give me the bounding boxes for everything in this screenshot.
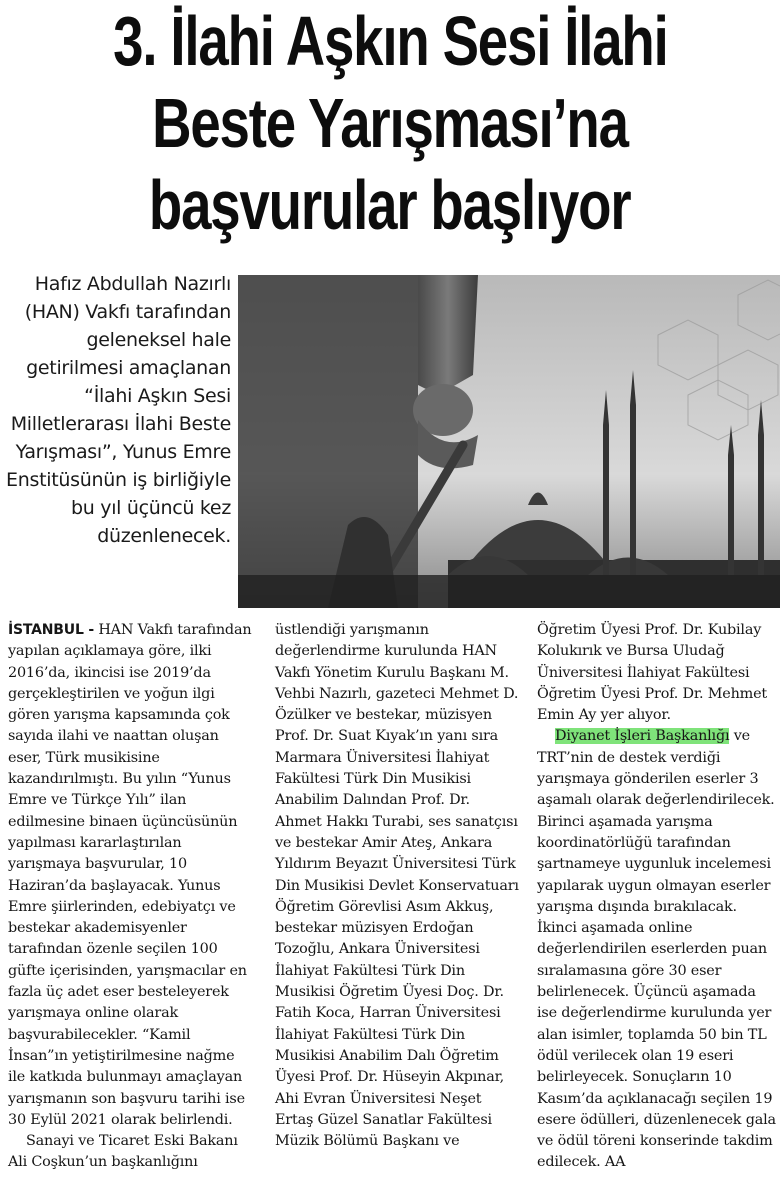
paragraph — [8, 620, 252, 1131]
article-headline — [6, 0, 774, 258]
body-column-3 — [537, 620, 777, 1180]
article-lead: Hafız Abdullah Nazırlı (HAN) Vakfı tarafından geleneksel hale getirilmesi amaçlanan “İlahi Aşkın Sesi Milletlerarası İlahi Beste Yarışması”, Yunus Emre Enstitüsünün iş birliğiyle bu yıl üçüncü kez düzenlenecek. — [6, 273, 231, 547]
paragraph: Öğretim Üyesi Prof. Dr. Kubilay Kolukırık ve Bursa Uludağ Üniversitesi İlahiyat Fakültesi Öğretim Üyesi Prof. Dr. Mehmet Emin Ay yer alıyor. — [537, 622, 767, 724]
headline-line-2: Beste Yarışması’na — [152, 84, 628, 162]
paragraph — [537, 726, 777, 1173]
headline-line-1: 3. İlahi Aşkın Sesi İlahi — [112, 2, 668, 80]
highlighted-text: Diyanet İşleri Başkanlığı — [555, 728, 730, 745]
sufi-ney-player-and-mosque-photo-icon — [238, 275, 780, 608]
headline-line-3: başvurular başlıyor — [149, 166, 631, 244]
dateline: İSTANBUL - — [8, 622, 94, 638]
paragraph: üstlendiği yarışmanın değerlendirme kurulunda HAN Vakfı Yönetim Kurulu Başkanı M. Vehbi Nazırlı, gazeteci Mehmet D. Özülker ve bestekar, müzisyen Prof. Dr. Suat Kıyak’ın yanı sıra Marmara Üniversitesi İlahiyat Fakültesi Türk Din Musikisi Anabilim Dalından Prof. Dr. Ahmet Hakkı Turabi, ses sanatçısı ve bestekar Amir Ateş, Ankara Yıldırım Beyazıt Üniversitesi Türk Din Musikisi Devlet Konservatuarı Öğretim Görevlisi Asım Akkuş, bestekar müzisyen Erdoğan Tozoğlu, Ankara Üniversitesi İlahiyat Fakültesi Türk Din Musikisi Öğretim Üyesi Doç. Dr. Fatih Koca, Harran Üniversitesi İlahiyat Fakültesi Türk Din Musikisi Anabilim Dalı Öğretim Üyesi Prof. Dr. Hüseyin Akpınar, Ahi Evran Üniversitesi Neşet Ertaş Güzel Sanatlar Fakültesi Müzik Bölümü Başkanı ve — [275, 622, 519, 1150]
paragraph: Sanayi ve Ticaret Eski Bakanı Ali Coşkun’un başkanlığını — [8, 1133, 238, 1171]
paragraph-text: HAN Vakfı tarafından yapılan açıklamaya göre, ilki 2016’da, ikincisi ise 2019’da gerçekleştirilen ve yoğun ilgi gören yarışma kapsamında çok sayıda ilahi ve naattan oluşan eser, Türk musikisine kazandırılmıştı. Bu yılın “Yunus Emre ve Türkçe Yılı” ilan edilmesine binaen üçüncüsünün yapılması kararlaştırılan yarışmaya başvurular, 10 Haziran’da başlayacak. Yunus Emre şiirlerinden, edebiyatçı ve bestekar akademisyenler tarafından özenle seçilen 100 güfte içerisinden, yarışmacılar en fazla üç adet eser besteleyerek yarışmaya online olarak başvurabilecekler. “Kamil İnsan”ın yetiştirilmesine nağme ile katkıda bulunmayı amaçlayan yarışmanın son başvuru tarihi ise 30 Eylül 2021 olarak belirlendi. — [8, 622, 252, 1128]
body-column-2 — [275, 620, 520, 1180]
body-column-1 — [8, 620, 252, 1180]
article-photo — [238, 275, 780, 608]
paragraph-text: ve TRT’nin de destek verdiği yarışmaya gönderilen eserler 3 aşamalı olarak değerlendirilecek. Birinci aşamada yarışma koordinatörlüğü tarafından şartnameye uygunluk incelemesi yapılarak uygun olmayan eserler yarışma dışında bırakılacak. İkinci aşamada online değerlendirilen eserlerden puan sıralamasına göre 30 eser belirlenecek. Üçüncü aşamada ise değerlendirme kurulunda yer alan isimler, toplamda 50 bin TL ödül verilecek olan 19 eseri belirleyecek. Sonuçların 10 Kasım’da açıklanacağı seçilen 19 esere ödülleri, düzenlenecek gala ve ödül töreni konserinde takdim edilecek. AA — [537, 728, 776, 1171]
